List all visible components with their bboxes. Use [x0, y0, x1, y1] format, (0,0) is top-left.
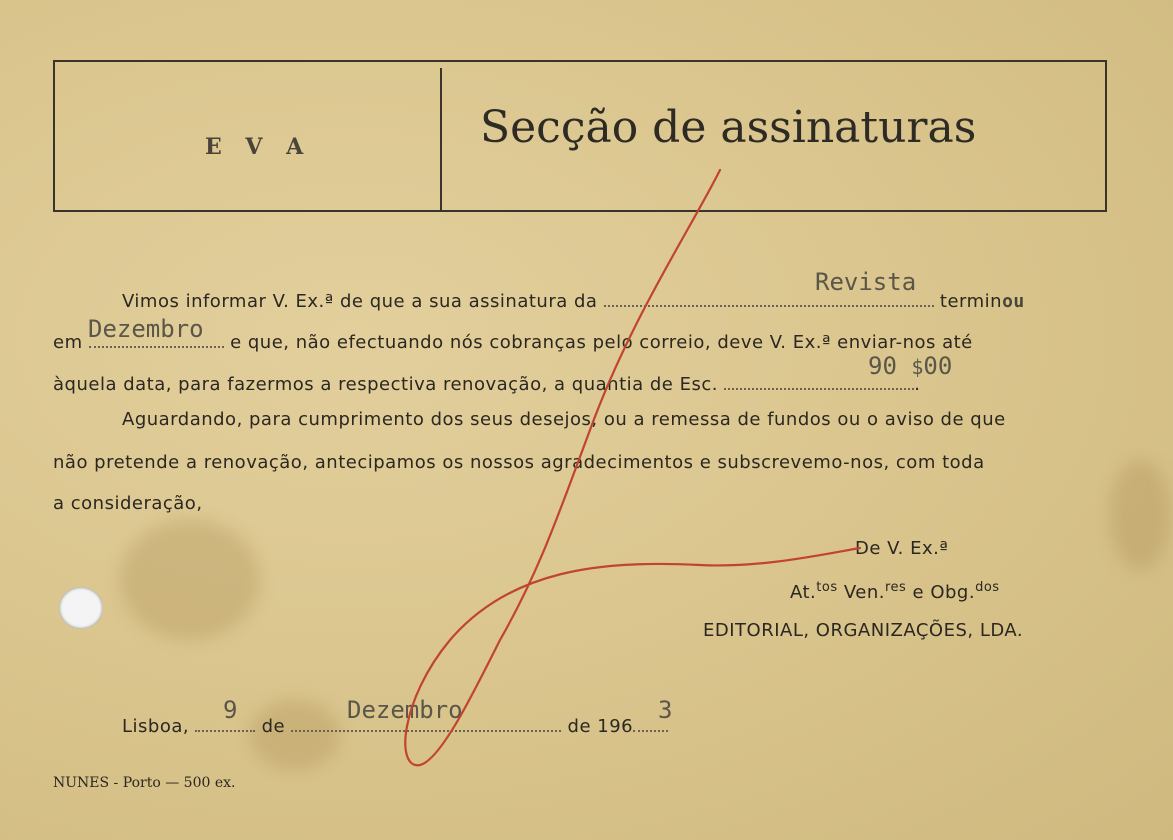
header-title: Secção de assinaturas [480, 102, 977, 153]
stain [1110, 460, 1170, 570]
typed-ending: ou [1002, 291, 1025, 312]
closing-text: Ven. [837, 582, 885, 603]
closing-text: e Obg. [906, 582, 976, 603]
stamp-text: E V A [205, 134, 312, 160]
typed-month: Dezembro [88, 315, 204, 343]
amount-separator: $ [911, 355, 924, 379]
typed-magazine: Revista [815, 268, 917, 296]
body-line-4: Aguardando, para cumprimento dos seus desejos, ou a remessa de fundos ou o aviso de que [122, 409, 1006, 430]
header-box [53, 60, 1107, 212]
printer-credit: NUNES - Porto — 500 ex. [53, 775, 236, 791]
typed-date-month: Dezembro [347, 696, 463, 724]
date-text: de [261, 716, 286, 737]
closing-line-2 [790, 580, 1000, 603]
closing-line-1: De V. Ex.ª [855, 538, 949, 559]
closing-sup: dos [975, 580, 1000, 595]
date-city: Lisboa, [122, 716, 190, 737]
body-line-3 [53, 368, 920, 395]
amount-decimal: 00 [923, 352, 953, 380]
typed-day: 9 [223, 696, 238, 724]
header-divider [440, 68, 442, 210]
stain [120, 520, 260, 640]
company-name: EDITORIAL, ORGANIZAÇÕES, LDA. [703, 620, 1024, 641]
closing-sup: res [884, 580, 907, 595]
typed-year-digit: 3 [658, 696, 673, 724]
body-text: Vimos informar V. Ex.ª de que a sua assinatura da [122, 291, 598, 312]
body-text: àquela data, para fazermos a respectiva renovação, a quantia de Esc. [53, 374, 718, 395]
amount-integer: 90 [868, 352, 897, 380]
typed-amount [868, 352, 952, 380]
punch-hole [59, 587, 103, 629]
body-text: . [914, 374, 921, 395]
body-text: termin [939, 291, 1003, 312]
date-text: de 196 [567, 716, 634, 737]
closing-text: At. [790, 582, 817, 603]
closing-sup: tos [816, 580, 838, 595]
body-line-6: a consideração, [53, 493, 203, 514]
body-line-5: não pretende a renovação, antecipamos os nossos agradecimentos e subscrevemo-nos, com toda [53, 452, 985, 473]
body-text: em [53, 332, 83, 353]
body-text: e que, não efectuando nós cobranças pelo correio, deve V. Ex.ª enviar-nos até [230, 332, 973, 353]
